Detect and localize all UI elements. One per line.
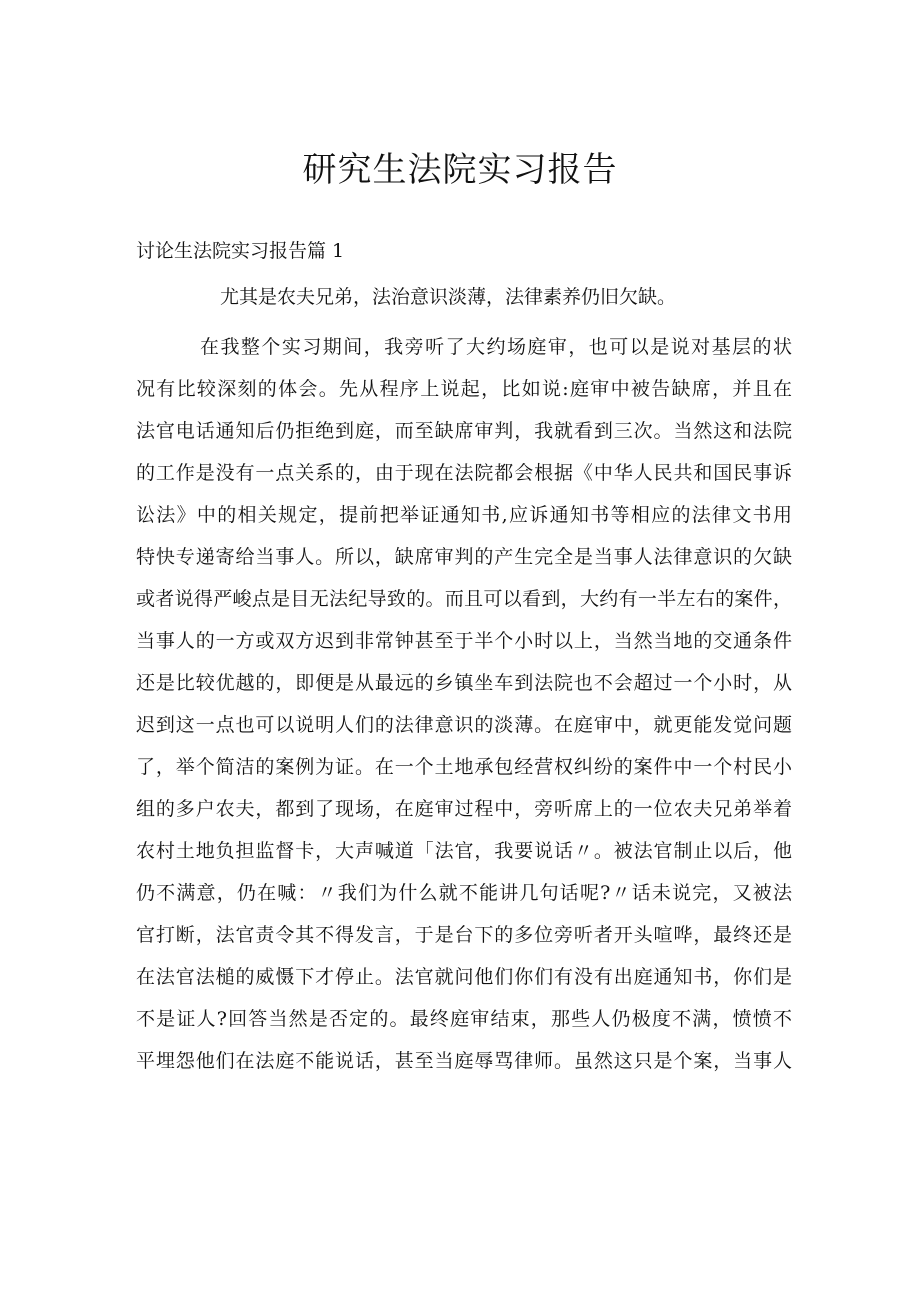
paragraph-line: 了，举个简洁的案例为证。在一个土地承包经营权纠纷的案件中一个村民小 (136, 756, 792, 778)
paragraph-line: 在法官法槌的威慑下才停止。法官就问他们你们有没有出庭通知书，你们是 (136, 966, 792, 988)
section-heading: 讨论生法院实习报告篇 1 (136, 240, 345, 262)
paragraph-line: 法官电话通知后仍拒绝到庭，而至缺席审判，我就看到三次。当然这和法院 (136, 420, 792, 442)
paragraph-line: 特快专递寄给当事人。所以，缺席审判的产生完全是当事人法律意识的欠缺 (136, 546, 792, 568)
paragraph-line: 不是证人?回答当然是否定的。最终庭审结束，那些人仍极度不满，愤愤不 (136, 1008, 792, 1030)
paragraph-line: 迟到这一点也可以说明人们的法律意识的淡薄。在庭审中，就更能发觉问题 (136, 714, 792, 736)
paragraph-line: 还是比较优越的，即便是从最远的乡镇坐车到法院也不会超过一个小时，从 (136, 672, 792, 694)
paragraph-line: 讼法》中的相关规定，提前把举证通知书,应诉通知书等相应的法律文书用 (136, 504, 792, 526)
paragraph-line: 的工作是没有一点关系的，由于现在法院都会根据《中华人民共和国民事诉 (136, 462, 792, 484)
paragraph-line: 在我整个实习期间，我旁听了大约场庭审，也可以是说对基层的状 (200, 336, 792, 358)
paragraph-line: 况有比较深刻的体会。先从程序上说起，比如说:庭审中被告缺席，并且在 (136, 378, 792, 400)
paragraph-line: 当事人的一方或双方迟到非常钟甚至于半个小时以上，当然当地的交通条件 (136, 630, 792, 652)
paragraph-line: 组的多户农夫，都到了现场，在庭审过程中，旁听席上的一位农夫兄弟举着 (136, 798, 792, 820)
paragraph-line: 平埋怨他们在法庭不能说话，甚至当庭辱骂律师。虽然这只是个案，当事人 (136, 1050, 792, 1072)
paragraph-2 (136, 326, 792, 1082)
document-title: 研究生法院实习报告 (302, 150, 618, 190)
paragraph-1: 尤其是农夫兄弟，法治意识淡薄，法律素养仍旧欠缺。 (220, 286, 677, 308)
paragraph-line: 农村土地负担监督卡，大声喊道「法官，我要说话〃。被法官制止以后，他 (136, 840, 792, 862)
paragraph-line: 或者说得严峻点是目无法纪导致的。而且可以看到，大约有一半左右的案件， (136, 588, 792, 610)
paragraph-line: 仍不满意，仍在喊：〃我们为什么就不能讲几句话呢?〃话未说完，又被法 (136, 882, 792, 904)
paragraph-line: 官打断，法官责令其不得发言，于是台下的多位旁听者开头喧哗，最终还是 (136, 924, 792, 946)
